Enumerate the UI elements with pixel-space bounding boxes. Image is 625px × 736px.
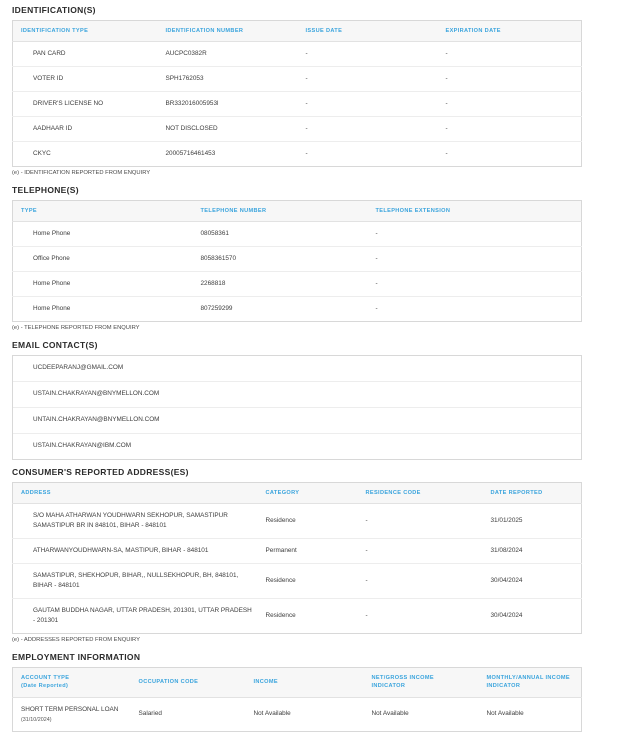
cell-telephone-extension: - — [368, 222, 582, 247]
cell-expiration-date: - — [445, 150, 448, 158]
cell-monthly-annual-indicator: Not Available — [486, 710, 524, 718]
col-date-reported: DATE REPORTED — [483, 482, 582, 503]
section-title-identification: IDENTIFICATION(S) — [12, 5, 96, 15]
cell-issue-date: - — [298, 117, 438, 142]
cell-identification-type: CKYC — [33, 150, 51, 158]
cell-date-reported: 30/04/2024 — [490, 611, 523, 619]
cell-identification-type: AADHAAR ID — [13, 117, 158, 142]
col-expiration-date: EXPIRATION DATE — [438, 21, 582, 42]
table-row — [13, 297, 582, 322]
table-header-row — [13, 667, 582, 697]
cell-account-type-date: (31/10/2024) — [21, 716, 52, 723]
section-title-email: EMAIL CONTACT(S) — [12, 340, 98, 351]
cell-identification-type: DRIVER'S LICENSE NO — [13, 92, 158, 117]
cell-date-reported: 30/04/2024 — [483, 564, 582, 599]
col-net-gross-line2: INDICATOR — [371, 683, 406, 690]
col-monthly-annual-line2: INDICATOR — [486, 683, 521, 690]
cell-telephone-extension: - — [368, 247, 582, 272]
col-monthly-annual-income-indicator — [479, 667, 582, 697]
table-row — [13, 42, 582, 67]
table-row — [13, 504, 582, 539]
addresses-footnote: (e) - ADDRESSES REPORTED FROM ENQUIRY — [12, 636, 140, 643]
cell-residence-code: - — [358, 564, 483, 599]
col-telephone-number: TELEPHONE NUMBER — [193, 201, 368, 222]
cell-identification-number: NOT DISCLOSED — [158, 117, 298, 142]
col-income — [246, 667, 364, 697]
cell-occupation-code: Salaried — [138, 710, 162, 718]
table-row — [13, 67, 582, 92]
cell-category: Permanent — [258, 539, 358, 564]
cell-date-reported: 31/01/2025 — [483, 504, 582, 539]
section-title-employment: EMPLOYMENT INFORMATION — [12, 651, 141, 662]
addresses-table — [12, 482, 582, 634]
col-net-gross-line1: NET/GROSS INCOME — [371, 674, 434, 681]
telephone-footnote: (e) - TELEPHONE REPORTED FROM ENQUIRY — [12, 325, 140, 332]
cell-telephone-type: Home Phone — [13, 222, 193, 247]
cell-identification-type: PAN CARD — [13, 42, 158, 67]
cell-address: SAMASTIPUR, SHEKHOPUR, BIHAR,, NULLSEKHOPUR, BH, 848101, BIHAR - 848101 — [13, 564, 258, 599]
col-account-type-line2: (Date Reported) — [21, 683, 69, 690]
cell-residence-code: - — [358, 504, 483, 539]
col-telephone-type: TYPE — [13, 201, 193, 222]
col-account-type-line1: ACCOUNT TYPE — [21, 674, 70, 681]
section-title-addresses: CONSUMER'S REPORTED ADDRESS(ES) — [12, 466, 189, 477]
list-item: UCDEEPARANJ@GMAIL.COM — [13, 356, 581, 382]
table-row — [13, 92, 582, 117]
table-row — [13, 117, 582, 142]
cell-telephone-type: Home Phone — [33, 305, 71, 313]
table-row — [13, 222, 582, 247]
identification-table — [12, 20, 582, 167]
cell-issue-date: - — [305, 150, 308, 158]
col-income-line1: INCOME — [253, 678, 278, 685]
col-net-gross-income-indicator — [364, 667, 479, 697]
table-row — [13, 598, 582, 633]
table-header-row — [13, 482, 582, 503]
col-identification-number: IDENTIFICATION NUMBER — [158, 21, 298, 42]
col-address: ADDRESS — [13, 482, 258, 503]
table-header-row — [13, 201, 582, 222]
cell-identification-number: BR332016005953l — [158, 92, 298, 117]
cell-income: Not Available — [253, 710, 291, 718]
cell-telephone-extension: - — [368, 272, 582, 297]
cell-telephone-extension: - — [375, 305, 378, 313]
table-row — [13, 564, 582, 599]
cell-identification-number: SPH1762053 — [158, 67, 298, 92]
table-row — [13, 142, 582, 167]
cell-identification-type: VOTER ID — [13, 67, 158, 92]
table-row — [13, 247, 582, 272]
col-occupation-code-line1: OCCUPATION CODE — [138, 678, 199, 685]
employment-table — [12, 667, 582, 732]
cell-expiration-date: - — [438, 92, 582, 117]
cell-issue-date: - — [298, 42, 438, 67]
cell-net-gross-indicator: Not Available — [371, 710, 409, 718]
col-issue-date: ISSUE DATE — [298, 21, 438, 42]
cell-residence-code: - — [365, 611, 368, 619]
identification-footnote: (e) - IDENTIFICATION REPORTED FROM ENQUIRY — [12, 170, 151, 176]
col-category: CATEGORY — [258, 482, 358, 503]
table-row — [13, 539, 582, 564]
cell-category: Residence — [258, 504, 358, 539]
cell-address: S/O MAHA ATHARWAN YOUDHWARN SEKHOPUR, SAMASTIPUR SAMASTIPUR BR IN 848101, BIHAR - 848101 — [13, 504, 258, 539]
cell-issue-date: - — [298, 92, 438, 117]
cell-category: Residence — [265, 611, 296, 619]
cell-date-reported: 31/08/2024 — [483, 539, 582, 564]
table-row — [13, 272, 582, 297]
col-account-type — [13, 667, 131, 697]
cell-expiration-date: - — [438, 67, 582, 92]
cell-telephone-number: 2268818 — [193, 272, 368, 297]
list-item: UNTAIN.CHAKRAYAN@BNYMELLON.COM — [13, 408, 581, 434]
cell-address: ATHARWANYOUDHWARN-SA, MASTIPUR, BIHAR - 848101 — [13, 539, 258, 564]
cell-telephone-number: 08058361 — [193, 222, 368, 247]
cell-telephone-type: Office Phone — [13, 247, 193, 272]
col-occupation-code — [131, 667, 246, 697]
cell-residence-code: - — [358, 539, 483, 564]
col-residence-code: RESIDENCE CODE — [358, 482, 483, 503]
telephone-table — [12, 200, 582, 322]
table-header-row — [13, 21, 582, 42]
email-contacts-box — [12, 355, 582, 460]
col-monthly-annual-line1: MONTHLY/ANNUAL INCOME — [486, 674, 570, 681]
cell-expiration-date: - — [438, 42, 582, 67]
col-identification-type: IDENTIFICATION TYPE — [13, 21, 158, 42]
cell-account-type — [13, 697, 131, 731]
list-item: USTAIN.CHAKRAYAN@BNYMELLON.COM — [13, 382, 581, 408]
col-telephone-extension: TELEPHONE EXTENSION — [368, 201, 582, 222]
cell-address: GAUTAM BUDDHA NAGAR, UTTAR PRADESH, 201301, UTTAR PRADESH - 201301 — [33, 606, 252, 624]
cell-issue-date: - — [298, 67, 438, 92]
cell-identification-number: AUCPC0382R — [158, 42, 298, 67]
table-row — [13, 697, 582, 731]
section-title-telephone: TELEPHONE(S) — [12, 185, 79, 195]
cell-identification-number: 20005716461453 — [165, 150, 216, 158]
cell-category: Residence — [258, 564, 358, 599]
cell-telephone-number: 807259299 — [200, 305, 233, 313]
cell-telephone-number: 8058361570 — [193, 247, 368, 272]
cell-telephone-type: Home Phone — [13, 272, 193, 297]
cell-expiration-date: - — [438, 117, 582, 142]
list-item: USTAIN.CHAKRAYAN@IBM.COM — [33, 441, 132, 449]
cell-account-type-name: SHORT TERM PERSONAL LOAN — [21, 705, 119, 713]
